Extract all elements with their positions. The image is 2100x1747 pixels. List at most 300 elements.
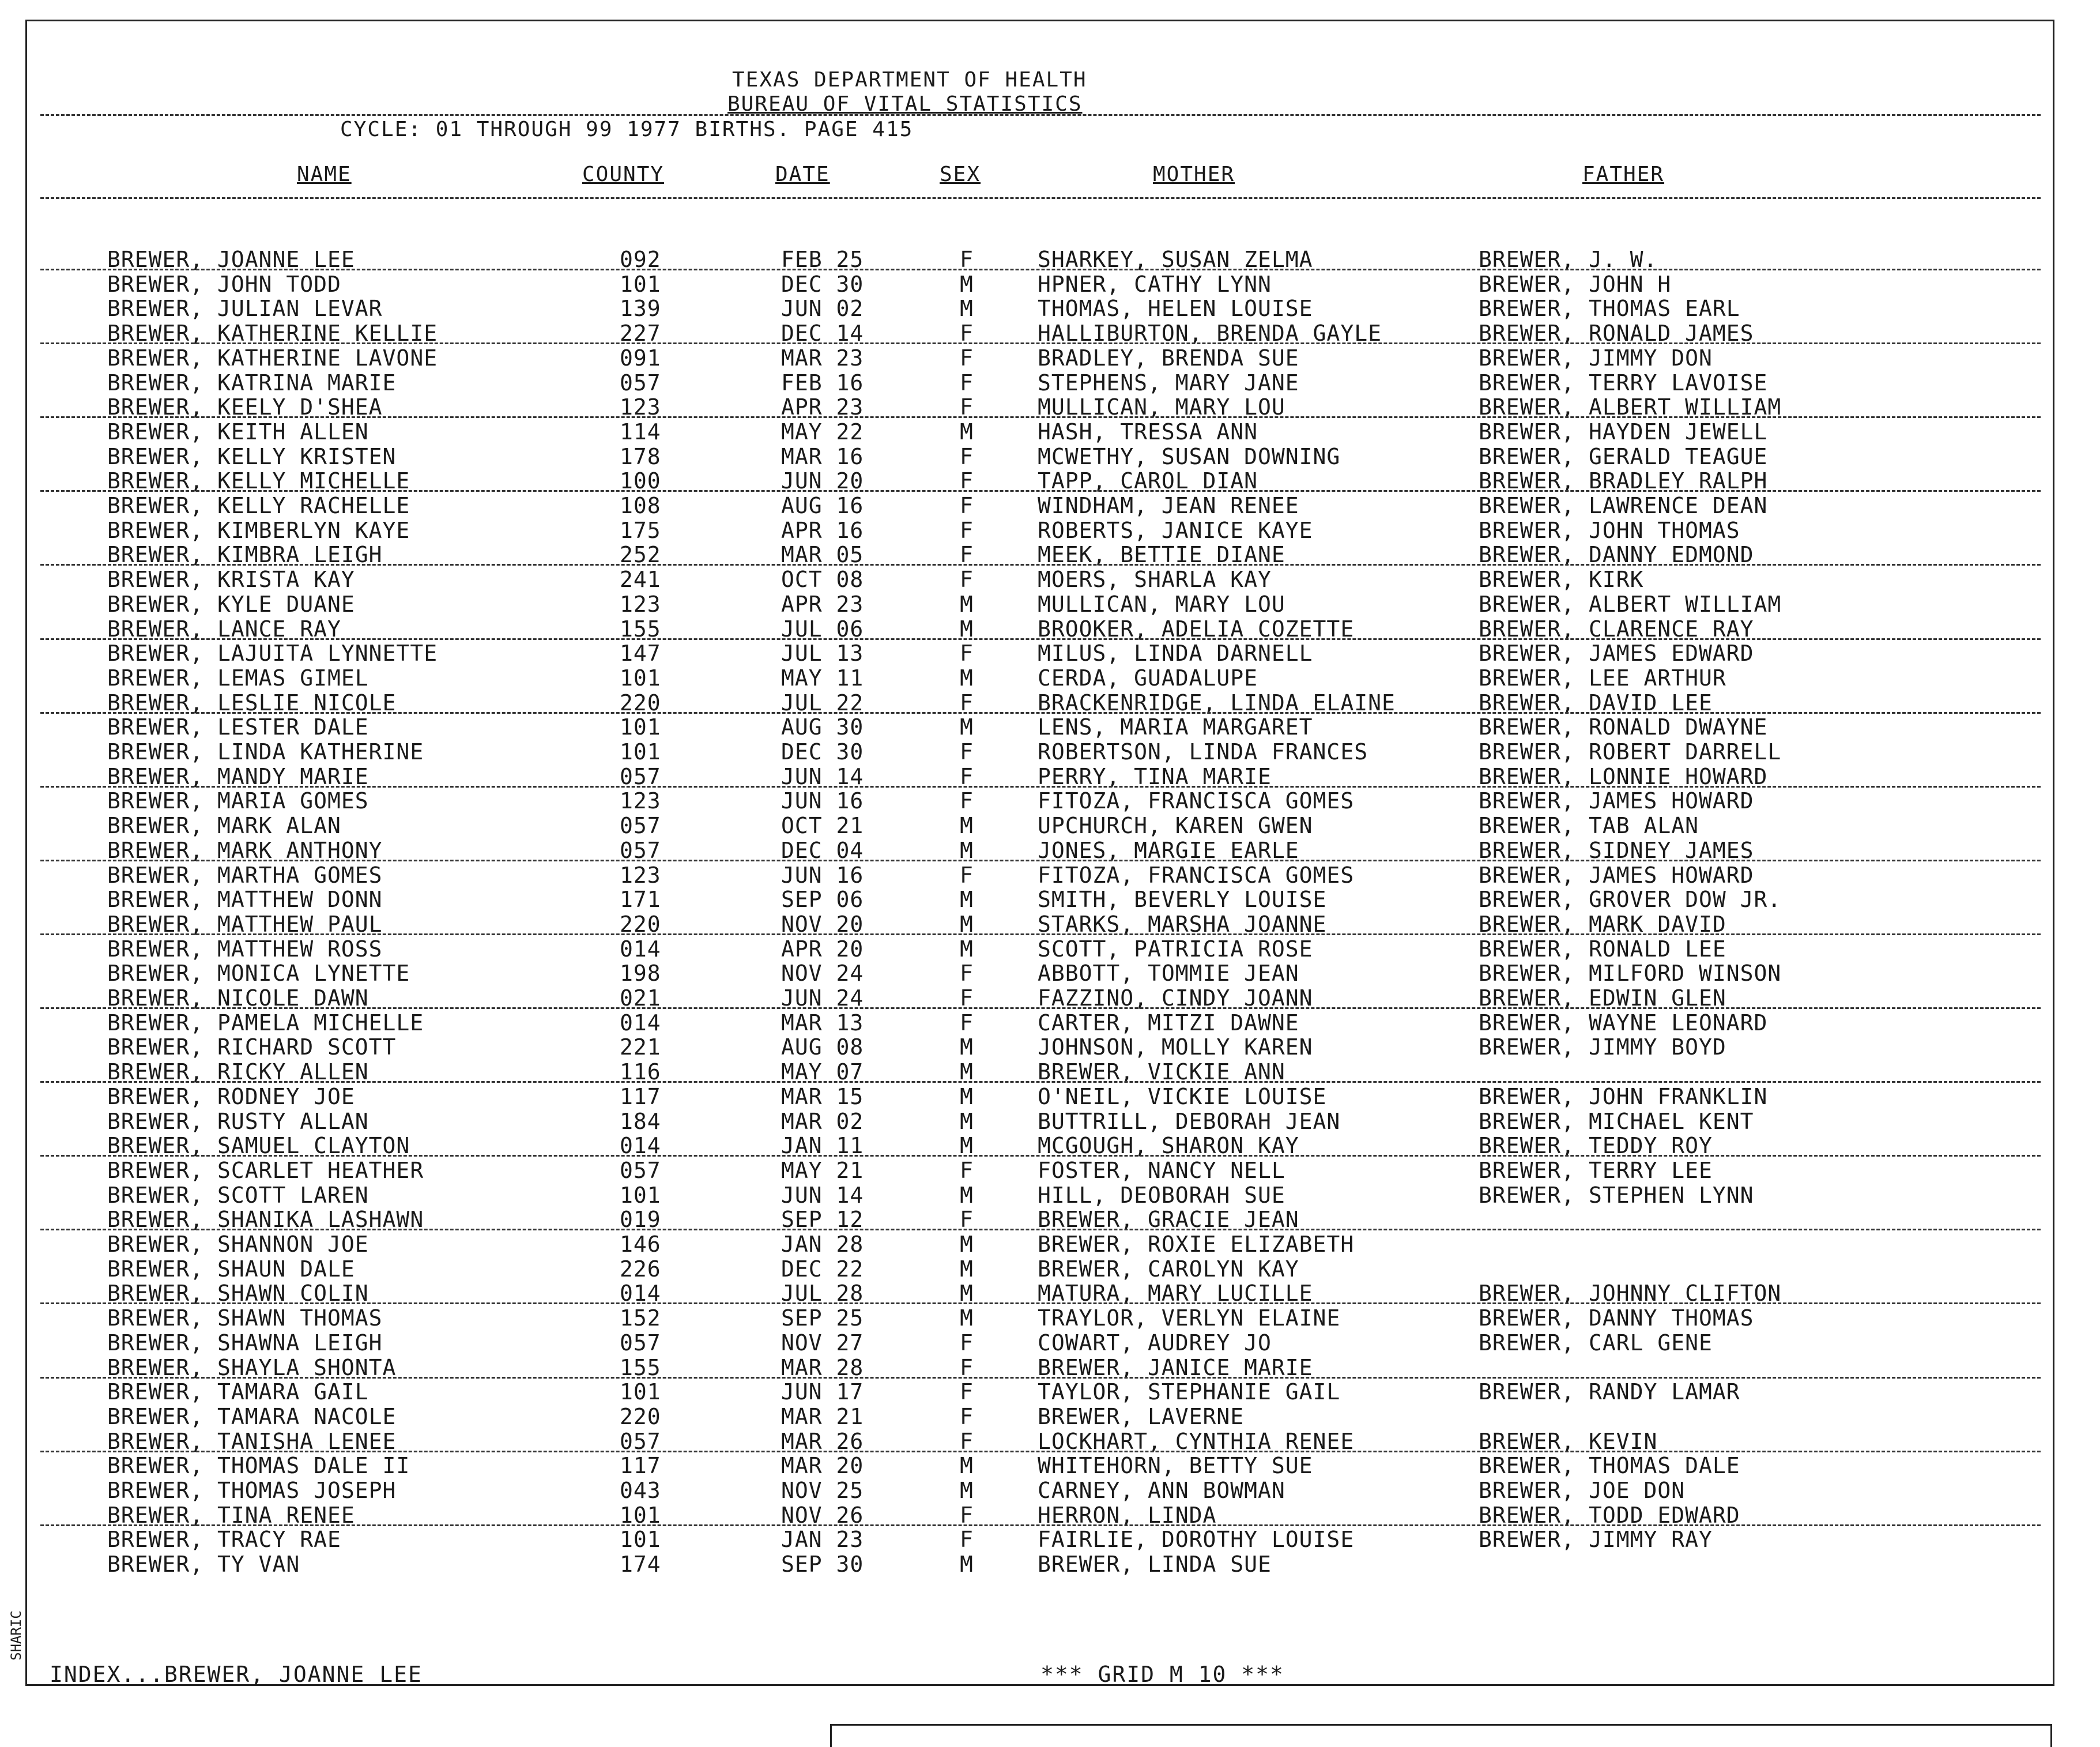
cell-date: JUN 16 (781, 788, 864, 814)
cell-sex: M (960, 1133, 974, 1159)
cell-name: BREWER, SCOTT LAREN (107, 1182, 369, 1208)
table-row (0, 838, 2100, 862)
table-row (0, 542, 2100, 566)
cell-date: JUN 17 (781, 1379, 864, 1405)
cell-mother: BREWER, VICKIE ANN (1038, 1059, 1285, 1085)
cell-date: MAY 11 (781, 665, 864, 691)
cell-date: MAR 05 (781, 542, 864, 568)
column-header-sex: SEX (940, 163, 981, 186)
cell-date: DEC 14 (781, 321, 864, 347)
cell-date: SEP 06 (781, 887, 864, 913)
cell-name: BREWER, KELLY KRISTEN (107, 443, 397, 469)
cell-name: BREWER, RICKY ALLEN (107, 1059, 369, 1085)
table-row (0, 1330, 2100, 1354)
cell-county: 152 (620, 1305, 661, 1331)
table-row (0, 1034, 2100, 1059)
cell-name: BREWER, TINA RENEE (107, 1502, 355, 1528)
cell-father: BREWER, KEVIN (1479, 1428, 1658, 1454)
table-row (0, 1429, 2100, 1453)
row-divider (40, 638, 2041, 640)
cell-county: 101 (620, 1502, 661, 1528)
cell-mother: MCGOUGH, SHARON KAY (1038, 1133, 1299, 1159)
row-divider (40, 1007, 2041, 1009)
cell-sex: M (960, 616, 974, 642)
cell-father: BREWER, JOHN FRANKLIN (1479, 1083, 1768, 1109)
cell-mother: MULLICAN, MARY LOU (1038, 591, 1285, 617)
cell-date: MAR 26 (781, 1428, 864, 1454)
cell-county: 014 (620, 936, 661, 962)
cell-sex: F (960, 961, 974, 987)
row-divider (40, 712, 2041, 714)
cell-date: NOV 24 (781, 961, 864, 987)
cell-mother: LOCKHART, CYNTHIA RENEE (1038, 1428, 1355, 1454)
cell-sex: F (960, 1207, 974, 1233)
cell-name: BREWER, KRISTA KAY (107, 567, 355, 593)
table-row (0, 985, 2100, 1010)
cell-sex: F (960, 321, 974, 347)
cell-sex: F (960, 1403, 974, 1429)
cell-mother: MATURA, MARY LUCILLE (1038, 1281, 1313, 1307)
cell-date: JUL 22 (781, 690, 864, 716)
cell-county: 241 (620, 567, 661, 593)
cell-date: JUL 28 (781, 1281, 864, 1307)
cell-name: BREWER, MANDY MARIE (107, 763, 369, 789)
table-row (0, 493, 2100, 517)
cell-date: OCT 21 (781, 813, 864, 839)
table-row (0, 1109, 2100, 1133)
cell-sex: F (960, 517, 974, 543)
cell-name: BREWER, MATTHEW PAUL (107, 911, 383, 937)
cell-sex: M (960, 887, 974, 913)
cell-sex: F (960, 641, 974, 667)
cell-name: BREWER, MATTHEW DONN (107, 887, 383, 913)
table-row (0, 936, 2100, 961)
cell-sex: M (960, 1281, 974, 1307)
cell-sex: F (960, 985, 974, 1011)
cell-sex: M (960, 911, 974, 937)
cell-date: SEP 30 (781, 1552, 864, 1577)
cell-name: BREWER, JULIAN LEVAR (107, 296, 383, 322)
cell-name: BREWER, SHAYLA SHONTA (107, 1354, 397, 1380)
cell-date: MAR 28 (781, 1354, 864, 1380)
cell-date: MAR 16 (781, 443, 864, 469)
cell-county: 019 (620, 1207, 661, 1233)
table-row (0, 1059, 2100, 1083)
cell-county: 092 (620, 247, 661, 272)
cell-mother: ROBERTSON, LINDA FRANCES (1038, 739, 1368, 765)
cell-date: JUN 20 (781, 468, 864, 494)
cell-sex: F (960, 493, 974, 518)
table-row (0, 1503, 2100, 1527)
cell-date: NOV 20 (781, 911, 864, 937)
cell-father: BREWER, J. W. (1479, 247, 1658, 272)
cell-date: JUN 02 (781, 296, 864, 322)
cell-sex: M (960, 1232, 974, 1257)
cell-name: BREWER, LINDA KATHERINE (107, 739, 424, 765)
table-row (0, 1207, 2100, 1231)
cell-sex: F (960, 739, 974, 765)
cell-sex: F (960, 567, 974, 593)
row-divider (40, 269, 2041, 270)
cell-mother: ROBERTS, JANICE KAYE (1038, 517, 1313, 543)
row-divider (40, 1229, 2041, 1230)
cell-sex: M (960, 837, 974, 863)
table-row (0, 690, 2100, 714)
cell-mother: BREWER, LAVERNE (1038, 1403, 1245, 1429)
table-row (0, 1158, 2100, 1182)
cell-sex: F (960, 1330, 974, 1356)
cell-name: BREWER, KATRINA MARIE (107, 370, 397, 396)
row-divider (40, 1081, 2041, 1083)
cell-father: BREWER, EDWIN GLEN (1479, 985, 1726, 1011)
cell-date: JUN 24 (781, 985, 864, 1011)
cell-county: 220 (620, 1403, 661, 1429)
side-label: SHARIC (8, 1610, 24, 1661)
cell-date: NOV 25 (781, 1478, 864, 1503)
row-divider (40, 786, 2041, 788)
cell-mother: FITOZA, FRANCISCA GOMES (1038, 862, 1355, 888)
cell-father: BREWER, GERALD TEAGUE (1479, 443, 1768, 469)
cell-mother: TAYLOR, STEPHANIE GAIL (1038, 1379, 1341, 1405)
cell-date: MAY 07 (781, 1059, 864, 1085)
cell-county: 021 (620, 985, 661, 1011)
table-row (0, 419, 2100, 443)
cell-date: APR 23 (781, 591, 864, 617)
cell-mother: FOSTER, NANCY NELL (1038, 1157, 1285, 1183)
cell-date: MAR 15 (781, 1083, 864, 1109)
cell-county: 057 (620, 370, 661, 396)
cell-mother: LENS, MARIA MARGARET (1038, 714, 1313, 740)
cell-name: BREWER, MARK ALAN (107, 813, 341, 839)
table-row (0, 296, 2100, 320)
cell-date: SEP 12 (781, 1207, 864, 1233)
cell-mother: BRADLEY, BRENDA SUE (1038, 345, 1299, 371)
cell-county: 175 (620, 517, 661, 543)
cell-mother: STEPHENS, MARY JANE (1038, 370, 1299, 396)
cell-date: MAR 13 (781, 1010, 864, 1036)
cell-father: BREWER, GROVER DOW JR. (1479, 887, 1782, 913)
cell-sex: M (960, 1182, 974, 1208)
cell-father: BREWER, LEE ARTHUR (1479, 665, 1726, 691)
cell-date: APR 20 (781, 936, 864, 962)
cell-name: BREWER, TAMARA NACOLE (107, 1403, 397, 1429)
cell-mother: HALLIBURTON, BRENDA GAYLE (1038, 321, 1382, 347)
cell-father: BREWER, TODD EDWARD (1479, 1502, 1740, 1528)
cell-name: BREWER, RUSTY ALLAN (107, 1108, 369, 1134)
cell-name: BREWER, THOMAS JOSEPH (107, 1478, 397, 1503)
cell-sex: F (960, 345, 974, 371)
cell-father: BREWER, DAVID LEE (1479, 690, 1713, 716)
header-divider-top (40, 114, 2041, 116)
cell-father: BREWER, MILFORD WINSON (1479, 961, 1782, 987)
table-row (0, 1355, 2100, 1379)
cell-county: 221 (620, 1034, 661, 1060)
cell-county: 114 (620, 419, 661, 445)
table-row (0, 444, 2100, 468)
cell-mother: HPNER, CATHY LYNN (1038, 271, 1272, 297)
cell-date: JUN 16 (781, 862, 864, 888)
cell-father: BREWER, JIMMY DON (1479, 345, 1713, 371)
table-row (0, 1552, 2100, 1576)
cell-father: BREWER, JOHN H (1479, 271, 1672, 297)
cell-county: 123 (620, 862, 661, 888)
cell-sex: F (960, 862, 974, 888)
cell-county: 117 (620, 1083, 661, 1109)
cell-mother: FITOZA, FRANCISCA GOMES (1038, 788, 1355, 814)
cell-date: MAY 22 (781, 419, 864, 445)
cell-name: BREWER, PAMELA MICHELLE (107, 1010, 424, 1036)
cell-name: BREWER, LAJUITA LYNNETTE (107, 641, 438, 667)
cell-date: APR 16 (781, 517, 864, 543)
column-header-divider (40, 197, 2041, 199)
cell-mother: BREWER, ROXIE ELIZABETH (1038, 1232, 1355, 1257)
cell-date: DEC 04 (781, 837, 864, 863)
table-row (0, 764, 2100, 788)
cell-date: NOV 27 (781, 1330, 864, 1356)
row-divider (40, 1451, 2041, 1452)
cell-name: BREWER, MARK ANTHONY (107, 837, 383, 863)
table-row (0, 321, 2100, 345)
cell-sex: F (960, 1010, 974, 1036)
cell-mother: TRAYLOR, VERLYN ELAINE (1038, 1305, 1341, 1331)
column-header-name: NAME (297, 163, 352, 186)
cell-mother: MULLICAN, MARY LOU (1038, 394, 1285, 420)
cell-county: 155 (620, 1354, 661, 1380)
next-page-edge (830, 1724, 2052, 1747)
cell-father: BREWER, SIDNEY JAMES (1479, 837, 1754, 863)
cell-sex: M (960, 936, 974, 962)
column-header-date: DATE (775, 163, 830, 186)
cell-father: BREWER, RONALD LEE (1479, 936, 1726, 962)
cell-sex: M (960, 419, 974, 445)
cell-name: BREWER, SHANIKA LASHAWN (107, 1207, 424, 1233)
table-row (0, 1527, 2100, 1551)
cell-father: BREWER, THOMAS DALE (1479, 1453, 1740, 1479)
cell-county: 123 (620, 394, 661, 420)
cell-mother: UPCHURCH, KAREN GWEN (1038, 813, 1313, 839)
cell-sex: F (960, 1502, 974, 1528)
table-row (0, 1281, 2100, 1305)
cell-name: BREWER, SHAUN DALE (107, 1256, 355, 1282)
cell-father: BREWER, TAB ALAN (1479, 813, 1699, 839)
table-row (0, 1010, 2100, 1034)
cell-father: BREWER, ROBERT DARRELL (1479, 739, 1782, 765)
cell-date: AUG 08 (781, 1034, 864, 1060)
cell-mother: CERDA, GUADALUPE (1038, 665, 1258, 691)
cell-father: BREWER, STEPHEN LYNN (1479, 1182, 1754, 1208)
cell-father: BREWER, RONALD DWAYNE (1479, 714, 1768, 740)
cell-county: 101 (620, 739, 661, 765)
cell-mother: BROOKER, ADELIA COZETTE (1038, 616, 1355, 642)
cell-date: MAY 21 (781, 1157, 864, 1183)
cell-county: 057 (620, 1330, 661, 1356)
cell-date: FEB 25 (781, 247, 864, 272)
table-row (0, 1305, 2100, 1330)
cell-county: 057 (620, 837, 661, 863)
cell-county: 220 (620, 690, 661, 716)
cell-county: 139 (620, 296, 661, 322)
table-row (0, 887, 2100, 911)
cell-sex: M (960, 1453, 974, 1479)
cell-mother: HERRON, LINDA (1038, 1502, 1217, 1528)
cell-mother: SCOTT, PATRICIA ROSE (1038, 936, 1313, 962)
column-header-father: FATHER (1582, 163, 1665, 186)
cell-sex: M (960, 665, 974, 691)
cell-name: BREWER, LANCE RAY (107, 616, 341, 642)
cell-mother: MOERS, SHARLA KAY (1038, 567, 1272, 593)
cell-county: 101 (620, 271, 661, 297)
cell-name: BREWER, TRACY RAE (107, 1527, 341, 1553)
cell-date: DEC 30 (781, 271, 864, 297)
cell-mother: BRACKENRIDGE, LINDA ELAINE (1038, 690, 1396, 716)
cell-county: 147 (620, 641, 661, 667)
cell-name: BREWER, KATHERINE LAVONE (107, 345, 438, 371)
cell-county: 108 (620, 493, 661, 518)
cell-mother: TAPP, CAROL DIAN (1038, 468, 1258, 494)
cell-county: 252 (620, 542, 661, 568)
cell-name: BREWER, TANISHA LENEE (107, 1428, 397, 1454)
cell-sex: F (960, 1157, 974, 1183)
cell-father: BREWER, JAMES HOWARD (1479, 788, 1754, 814)
table-row (0, 345, 2100, 370)
cell-mother: HASH, TRESSA ANN (1038, 419, 1258, 445)
row-divider (40, 1302, 2041, 1304)
cell-mother: O'NEIL, VICKIE LOUISE (1038, 1083, 1327, 1109)
cell-father: BREWER, TERRY LAVOISE (1479, 370, 1768, 396)
row-divider (40, 490, 2041, 492)
cell-mother: MCWETHY, SUSAN DOWNING (1038, 443, 1341, 469)
cell-county: 155 (620, 616, 661, 642)
cell-name: BREWER, LESTER DALE (107, 714, 369, 740)
cell-date: SEP 25 (781, 1305, 864, 1331)
cell-sex: F (960, 394, 974, 420)
cell-father: BREWER, DANNY EDMOND (1479, 542, 1754, 568)
row-divider (40, 1524, 2041, 1526)
row-divider (40, 564, 2041, 566)
table-row (0, 1183, 2100, 1207)
cell-date: AUG 30 (781, 714, 864, 740)
cell-mother: ABBOTT, TOMMIE JEAN (1038, 961, 1299, 987)
cell-mother: HILL, DEOBORAH SUE (1038, 1182, 1285, 1208)
cell-name: BREWER, KEELY D'SHEA (107, 394, 383, 420)
cell-father: BREWER, JAMES HOWARD (1479, 862, 1754, 888)
cell-county: 184 (620, 1108, 661, 1134)
table-row (0, 394, 2100, 419)
cell-sex: F (960, 370, 974, 396)
cell-date: NOV 26 (781, 1502, 864, 1528)
cell-name: BREWER, KIMBERLYN KAYE (107, 517, 410, 543)
cell-name: BREWER, SHAWN THOMAS (107, 1305, 383, 1331)
table-row (0, 813, 2100, 837)
cell-sex: F (960, 443, 974, 469)
cell-name: BREWER, SAMUEL CLAYTON (107, 1133, 410, 1159)
cell-father: BREWER, RANDY LAMAR (1479, 1379, 1740, 1405)
cell-date: JUL 06 (781, 616, 864, 642)
cell-county: 146 (620, 1232, 661, 1257)
cell-sex: F (960, 1354, 974, 1380)
cell-name: BREWER, KEITH ALLEN (107, 419, 369, 445)
cell-father: BREWER, TERRY LEE (1479, 1157, 1713, 1183)
cell-name: BREWER, JOHN TODD (107, 271, 341, 297)
cell-sex: M (960, 591, 974, 617)
cell-sex: F (960, 542, 974, 568)
cell-sex: M (960, 1083, 974, 1109)
cell-date: DEC 22 (781, 1256, 864, 1282)
cell-sex: F (960, 1527, 974, 1553)
cell-county: 057 (620, 1428, 661, 1454)
cell-county: 101 (620, 665, 661, 691)
cell-county: 043 (620, 1478, 661, 1503)
cell-mother: BREWER, GRACIE JEAN (1038, 1207, 1299, 1233)
table-row (0, 1379, 2100, 1403)
cell-name: BREWER, RICHARD SCOTT (107, 1034, 397, 1060)
table-row (0, 714, 2100, 739)
cell-father: BREWER, CLARENCE RAY (1479, 616, 1754, 642)
cell-name: BREWER, JOANNE LEE (107, 247, 355, 272)
cell-sex: F (960, 1428, 974, 1454)
table-row (0, 641, 2100, 665)
table-row (0, 1453, 2100, 1477)
table-row (0, 518, 2100, 542)
cell-father: BREWER, ALBERT WILLIAM (1479, 591, 1782, 617)
cell-county: 123 (620, 591, 661, 617)
cell-date: FEB 16 (781, 370, 864, 396)
cell-mother: FAIRLIE, DOROTHY LOUISE (1038, 1527, 1355, 1553)
cell-date: APR 23 (781, 394, 864, 420)
table-row (0, 739, 2100, 763)
table-row (0, 247, 2100, 271)
cell-mother: WHITEHORN, BETTY SUE (1038, 1453, 1313, 1479)
cell-name: BREWER, KELLY MICHELLE (107, 468, 410, 494)
cell-name: BREWER, SHANNON JOE (107, 1232, 369, 1257)
table-row (0, 567, 2100, 591)
cell-name: BREWER, LESLIE NICOLE (107, 690, 397, 716)
cell-father: BREWER, DANNY THOMAS (1479, 1305, 1754, 1331)
cell-father: BREWER, JAMES EDWARD (1479, 641, 1754, 667)
cell-sex: M (960, 1305, 974, 1331)
table-row (0, 1232, 2100, 1256)
cell-name: BREWER, MATTHEW ROSS (107, 936, 383, 962)
cell-date: JAN 28 (781, 1232, 864, 1257)
cell-father: BREWER, BRADLEY RALPH (1479, 468, 1768, 494)
cell-father: BREWER, LAWRENCE DEAN (1479, 493, 1768, 518)
cell-sex: M (960, 271, 974, 297)
cell-sex: M (960, 296, 974, 322)
cell-date: DEC 30 (781, 739, 864, 765)
cell-father: BREWER, MICHAEL KENT (1479, 1108, 1754, 1134)
cell-name: BREWER, MARTHA GOMES (107, 862, 383, 888)
cell-county: 101 (620, 1527, 661, 1553)
column-header-mother: MOTHER (1153, 163, 1235, 186)
cell-county: 057 (620, 1157, 661, 1183)
table-row (0, 1133, 2100, 1157)
cell-mother: THOMAS, HELEN LOUISE (1038, 296, 1313, 322)
cell-name: BREWER, MONICA LYNETTE (107, 961, 410, 987)
cell-date: JAN 11 (781, 1133, 864, 1159)
table-row (0, 863, 2100, 887)
cell-sex: M (960, 1034, 974, 1060)
cell-county: 178 (620, 443, 661, 469)
cell-father: BREWER, JIMMY RAY (1479, 1527, 1713, 1553)
cell-county: 123 (620, 788, 661, 814)
cell-father: BREWER, JOHN THOMAS (1479, 517, 1740, 543)
cell-county: 057 (620, 813, 661, 839)
cell-mother: FAZZINO, CINDY JOANN (1038, 985, 1313, 1011)
cell-mother: SHARKEY, SUSAN ZELMA (1038, 247, 1313, 272)
cell-father: BREWER, JIMMY BOYD (1479, 1034, 1726, 1060)
cell-county: 100 (620, 468, 661, 494)
table-row (0, 592, 2100, 616)
